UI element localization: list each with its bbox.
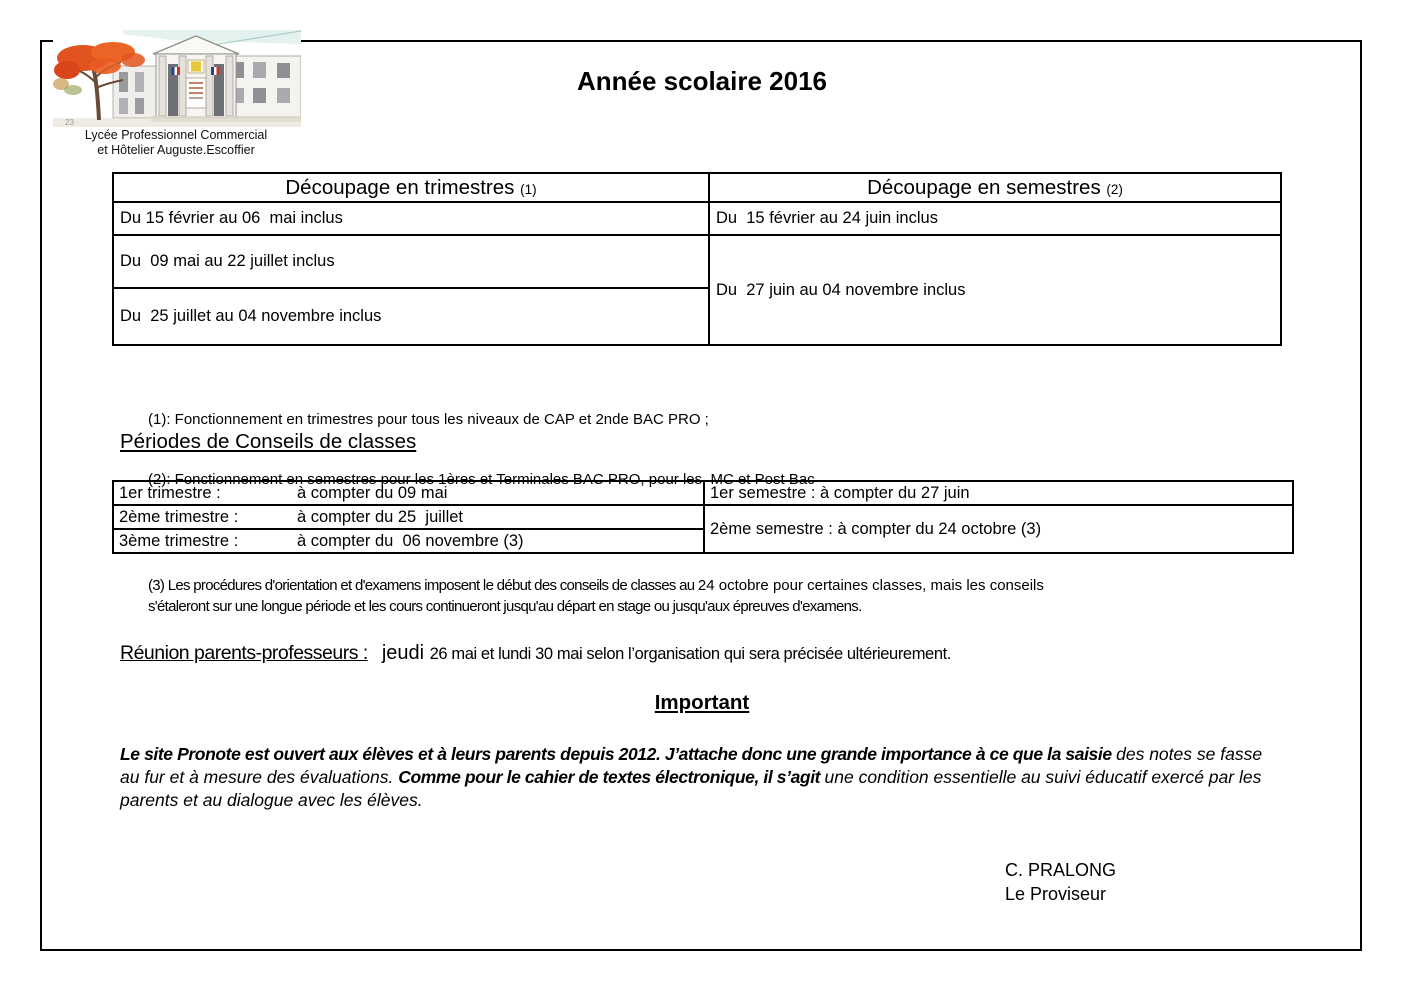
semestres-header-cell — [709, 173, 1281, 202]
school-name — [48, 128, 304, 158]
signature-name: C. PRALONG — [1005, 860, 1117, 880]
svg-text:23: 23 — [65, 118, 74, 127]
trimestres-header-label: Découpage en trimestres — [285, 175, 521, 199]
footnote-3 — [148, 575, 1233, 617]
page-title: Année scolaire 2016 — [576, 66, 828, 96]
trimestre-date: à compter du 09 mai — [297, 483, 448, 502]
reunion-details: 26 mai et lundi 30 mai selon l’organisation qui sera précisée ultérieurement. — [429, 645, 951, 663]
semestres-header-label: Découpage en semestres — [867, 175, 1107, 199]
footnote-3-part1: (3) Les procédures d'orientation et d'examens imposent le début des conseils de classes au — [148, 577, 698, 594]
french-flag-icon — [172, 67, 181, 75]
periods-table — [112, 172, 1282, 346]
signature-block — [1005, 858, 1116, 906]
semestres-header-note: (2) — [1106, 181, 1123, 197]
footnote-3-part2: 24 octobre pour certaines classes, mais les conseils — [697, 577, 1044, 594]
trimestre-date: à compter du 06 novembre (3) — [297, 531, 524, 550]
semestre-period-cell: Du 27 juin au 04 novembre inclus — [709, 235, 1281, 345]
reunion-heading: Réunion parents-professeurs : — [120, 642, 368, 664]
trimestre-label: 2ème trimestre : — [119, 507, 239, 526]
pronote-text-regular-1: des notes se fasse au fur et à mesure des évaluations. — [120, 744, 1267, 787]
trimestre-conseil-cell — [113, 481, 704, 505]
table-row — [113, 202, 1281, 235]
trimestre-period-cell: Du 25 juillet au 04 novembre inclus — [113, 288, 709, 345]
table-row — [113, 505, 1293, 529]
trimestres-header-cell — [113, 173, 709, 202]
table-row — [113, 235, 1281, 288]
pronote-paragraph — [120, 743, 1282, 812]
trimestre-conseil-cell — [113, 505, 704, 529]
reunion-line — [120, 642, 1300, 665]
semestre-conseil-cell: 1er semestre : à compter du 27 juin — [704, 481, 1293, 505]
semestre-period-cell: Du 15 février au 24 juin inclus — [709, 202, 1281, 235]
trimestre-period-cell: Du 15 février au 06 mai inclus — [113, 202, 709, 235]
trimestre-period-cell: Du 09 mai au 22 juillet inclus — [113, 235, 709, 288]
school-illustration — [53, 30, 301, 127]
footnote-3-part3: s'étaleront sur une longue période et les cours continueront jusqu'au départ en stage ou jusqu'aux épreuves d'examens. — [148, 598, 862, 615]
signature-title: Le Proviseur — [1005, 884, 1107, 904]
footnote-1: (1): Fonctionnement en trimestres pour tous les niveaux de CAP et 2nde BAC PRO ; — [148, 411, 709, 428]
trimestre-label: 3ème trimestre : — [119, 531, 239, 550]
french-flag-icon — [211, 67, 220, 75]
school-name-line2: et Hôtelier Auguste.Escoffier — [97, 143, 255, 157]
trimestre-date: à compter du 25 juillet — [297, 507, 464, 526]
trimestre-conseil-cell — [113, 529, 704, 553]
pronote-text-bold-2: Comme pour le cahier de textes électronique, il s’agit — [398, 767, 825, 787]
conseils-heading: Périodes de Conseils de classes — [120, 430, 417, 453]
school-name-line1: Lycée Professionnel Commercial — [84, 128, 268, 142]
table-row — [113, 481, 1293, 505]
pronote-text-bold-1: Le site Pronote est ouvert aux élèves et à leurs parents depuis 2012. J’attache donc une grande importance à ce que la saisie — [120, 744, 1117, 764]
footnote-2: (2): Fonctionnement en semestres pour les 1ères et Terminales BAC PRO, pour les MC et Post Bac — [148, 471, 815, 488]
semestre-conseil-cell: 2ème semestre : à compter du 24 octobre (3) — [704, 505, 1293, 553]
school-building-icon — [53, 30, 301, 127]
trimestre-label: 1er trimestre : — [119, 483, 221, 502]
pronote-text-regular-2: une condition essentielle au suivi éducatif exercé par les parents et au dialogue avec les élèves. — [120, 767, 1267, 810]
conseils-table — [112, 480, 1294, 554]
reunion-day: jeudi — [381, 642, 430, 664]
periods-table-header-row — [113, 173, 1281, 202]
important-heading: Important — [654, 691, 750, 714]
trimestres-header-note: (1) — [520, 181, 537, 197]
